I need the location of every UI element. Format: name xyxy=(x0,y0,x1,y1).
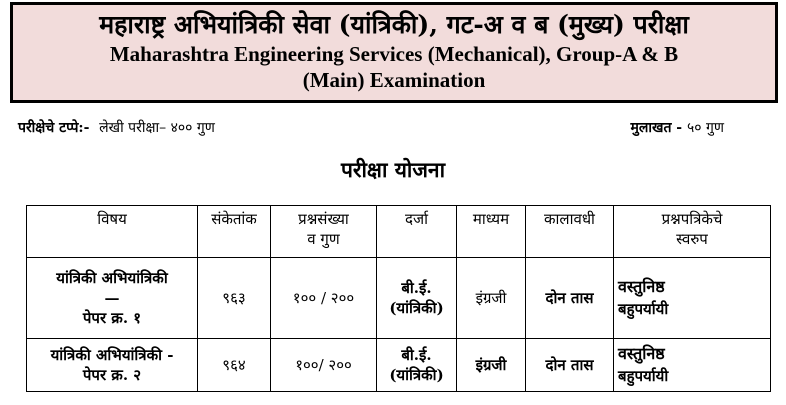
exam-stages xyxy=(18,118,215,137)
header-questions-marks: प्रश्नसंख्या व गुण xyxy=(271,206,377,258)
subject-cell: यांत्रिकी अभियांत्रिकी — पेपर क्र. १ xyxy=(27,258,198,339)
exam-plan-title: परीक्षा योजना xyxy=(340,157,446,182)
header-duration: कालावधी xyxy=(526,206,614,258)
medium-cell: इंग्रजी xyxy=(457,339,526,392)
written-exam-marks: लेखी परीक्षा– ४०० गुण xyxy=(99,120,215,136)
level-cell: बी.ई. (यांत्रिकी) xyxy=(377,339,457,392)
table-row xyxy=(27,258,771,339)
exam-plan-table xyxy=(26,205,771,392)
header-paper-format: प्रश्नपत्रिकेचे स्वरुप xyxy=(614,206,771,258)
questions-marks-cell: १००/ २०० xyxy=(271,339,377,392)
interview-label: मुलाखत - xyxy=(630,120,683,136)
level-cell: बी.ई. (यांत्रिकी) xyxy=(377,258,457,339)
paper-format-cell: वस्तुनिष्ठ बहुपर्यायी xyxy=(614,258,771,339)
questions-marks-cell: १०० / २०० xyxy=(271,258,377,339)
interview-marks xyxy=(631,118,725,137)
exam-title-marathi: महाराष्ट्र अभियांत्रिकी सेवा (यांत्रिकी), गट-अ व ब (मुख्य) परीक्षा xyxy=(99,10,689,39)
header-level: दर्जा xyxy=(377,206,457,258)
code-cell: ९६३ xyxy=(198,258,271,339)
exam-title-banner xyxy=(10,2,778,103)
header-code: संकेतांक xyxy=(198,206,271,258)
duration-cell: दोन तास xyxy=(526,339,614,392)
subject-cell: यांत्रिकी अभियांत्रिकी - पेपर क्र. २ xyxy=(27,339,198,392)
medium-cell: इंग्रजी xyxy=(457,258,526,339)
exam-title-english-line1: Maharashtra Engineering Services (Mechanical), Group-A & B xyxy=(109,42,679,66)
table-row xyxy=(27,339,771,392)
header-subject: विषय xyxy=(27,206,198,258)
duration-cell: दोन तास xyxy=(526,258,614,339)
exam-title-english-line2: (Main) Examination xyxy=(302,68,486,92)
header-medium: माध्यम xyxy=(457,206,526,258)
table-header-row xyxy=(27,206,771,258)
interview-marks-value: ५० गुण xyxy=(686,120,724,136)
paper-format-cell: वस्तुनिष्ठ बहुपर्यायी xyxy=(614,339,771,392)
code-cell: ९६४ xyxy=(198,339,271,392)
exam-stages-label: परीक्षेचे टप्पे:- xyxy=(18,120,90,136)
